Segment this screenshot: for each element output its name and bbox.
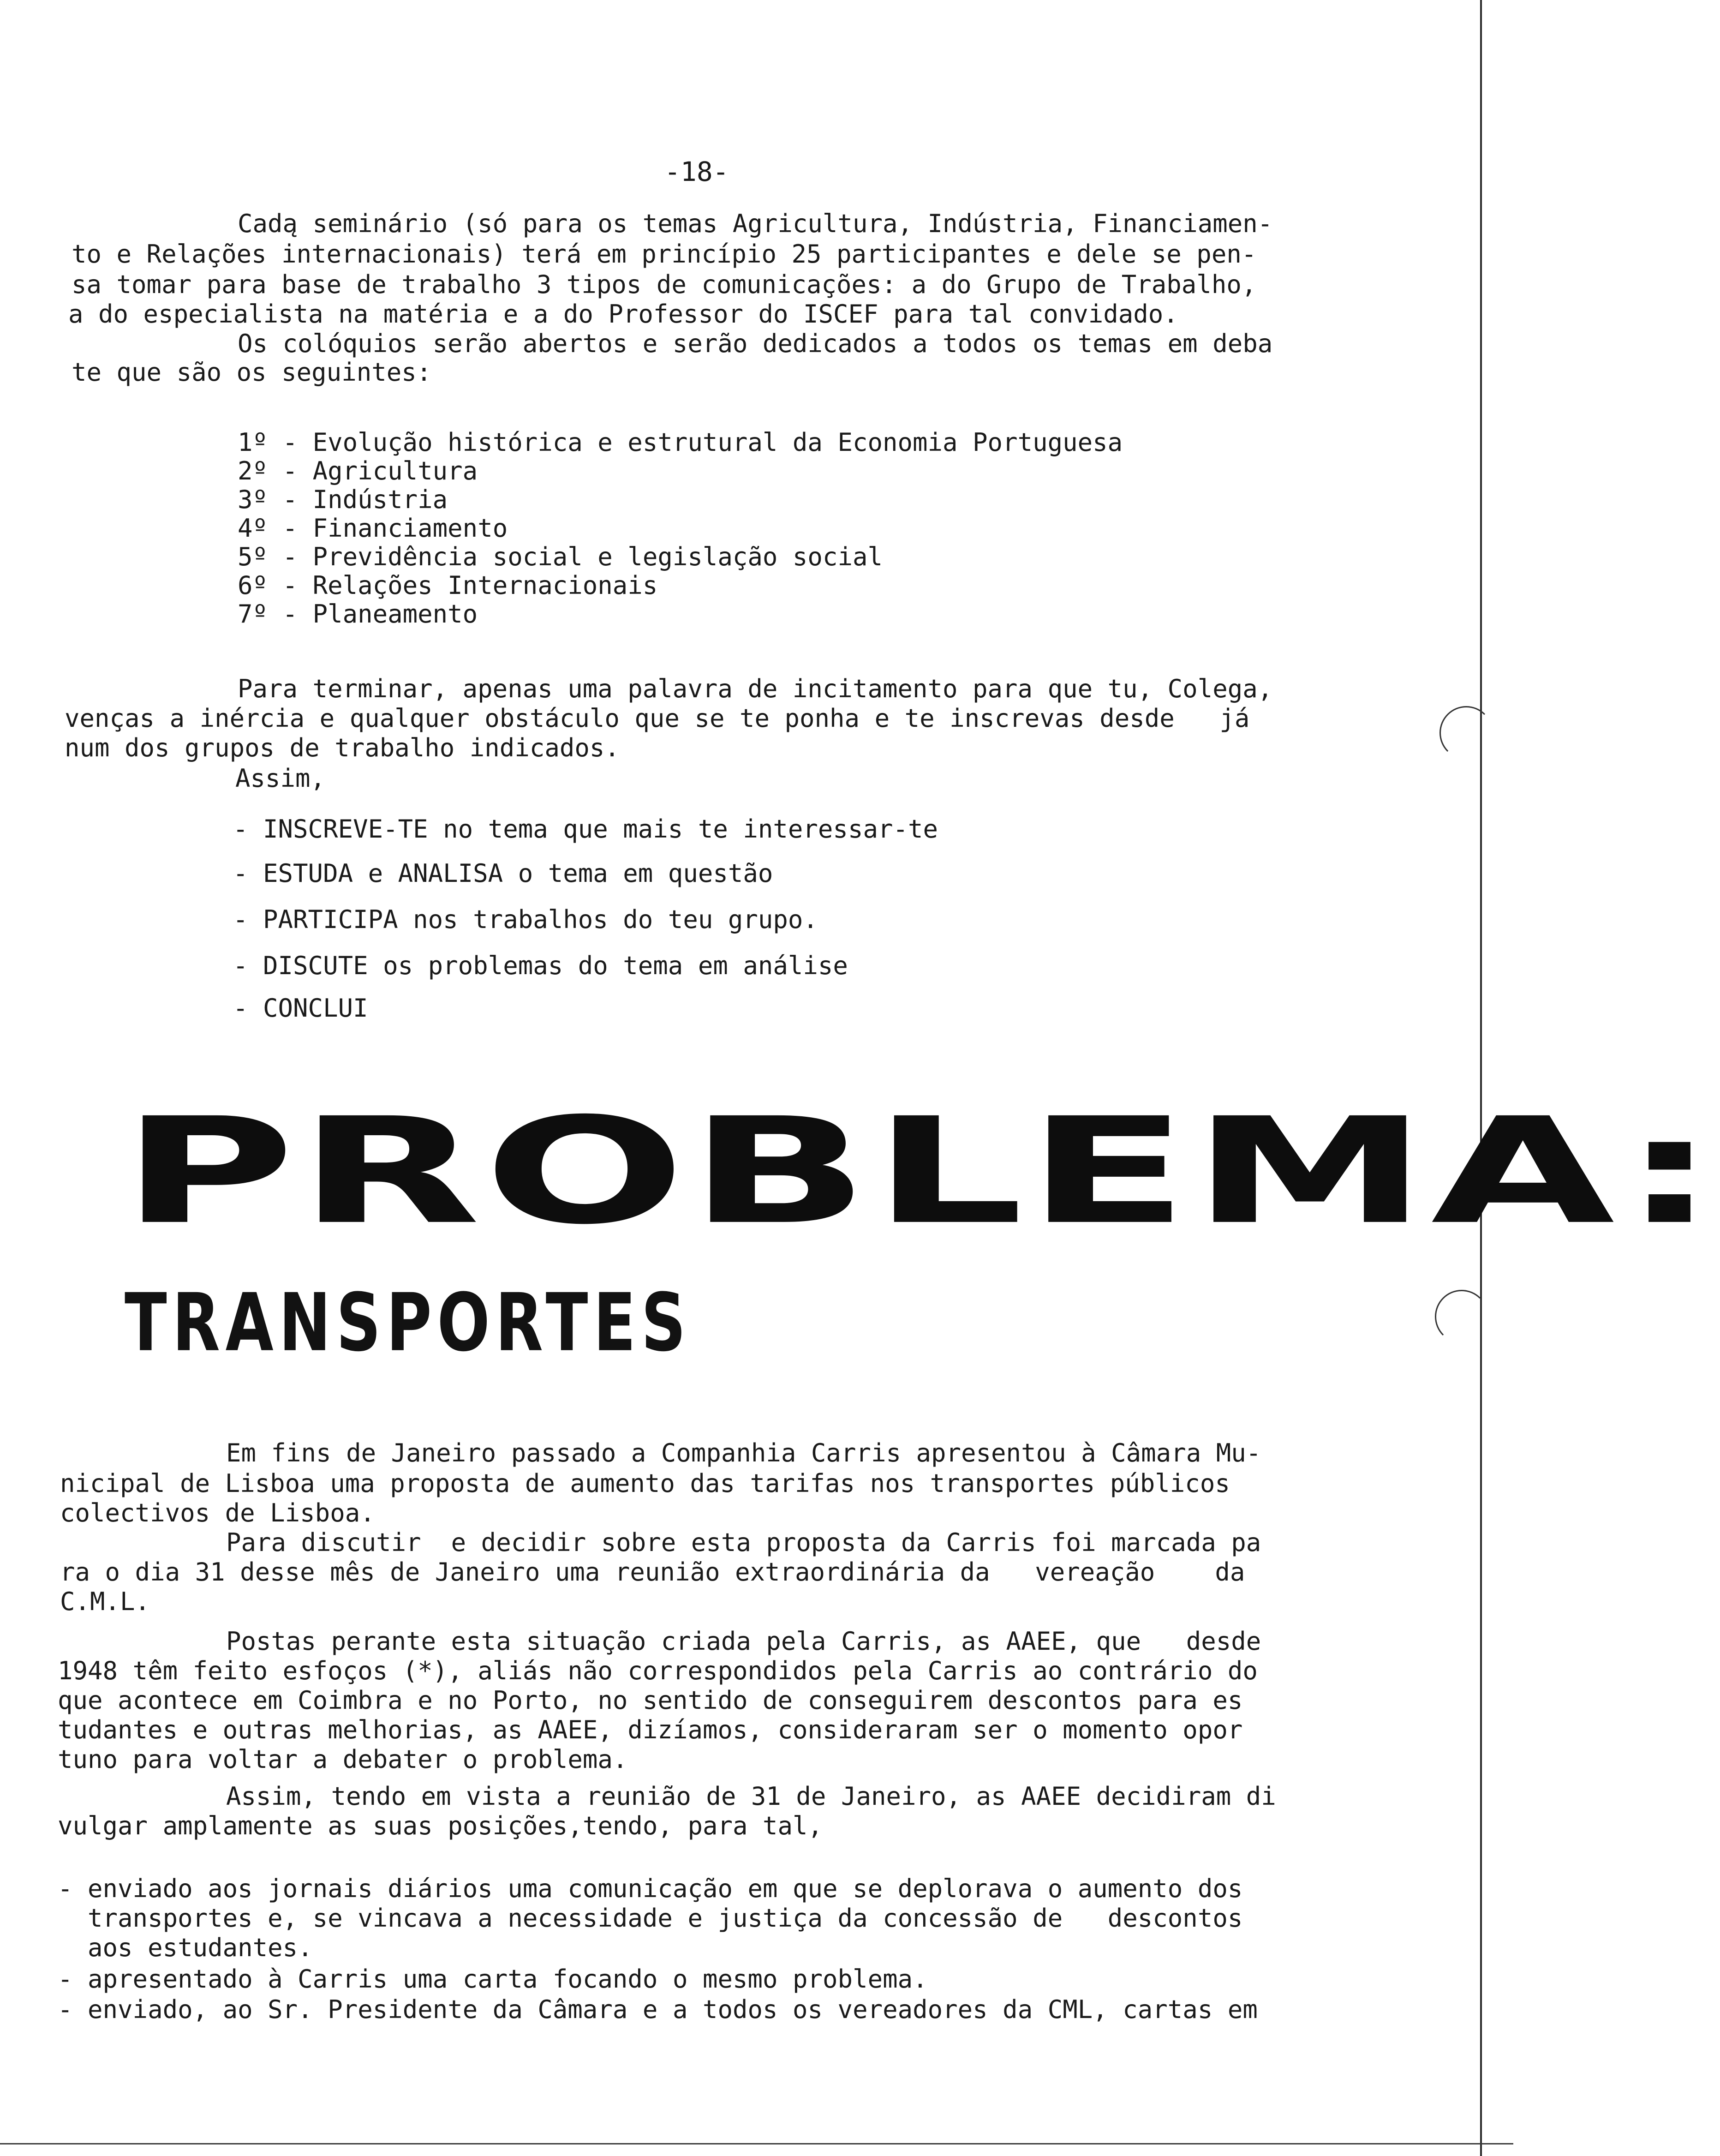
list-label: Relações Internacionais	[312, 571, 658, 600]
article-line: Em fins de Janeiro passado a Companhia Carris apresentou à Câmara Mu-	[226, 1438, 1261, 1467]
subheadline: TRANSPORTES	[125, 1276, 692, 1369]
list-number: 2º	[238, 456, 268, 485]
article-line: C.M.L.	[60, 1587, 150, 1616]
action-bullet: transportes e, se vincava a necessidade e justiça da concessão de descontos	[58, 1904, 1243, 1933]
closing-line: num dos grupos de trabalho indicados.	[65, 733, 620, 762]
article-line: que acontece em Coimbra e no Porto, no sentido de conseguirem descontos para es	[58, 1686, 1243, 1715]
closing-line: venças a inércia e qualquer obstáculo que se te ponha e te inscrevas desde já	[65, 704, 1250, 733]
article-line: tuno para voltar a debater o problema.	[58, 1745, 628, 1774]
list-number: 5º	[238, 542, 268, 571]
list-item: 6º - Relações Internacionais	[238, 571, 658, 600]
list-number: 7º	[238, 599, 268, 629]
article-line: 1948 têm feito esfoços (*), aliás não correspondidos pela Carris ao contrário do	[58, 1656, 1258, 1685]
intro-line: Cadą seminário (só para os temas Agricultura, Indústria, Financiamen-	[238, 209, 1273, 238]
article-line: ra o dia 31 desse mês de Janeiro uma reunião extraordinária da vereação da	[60, 1557, 1245, 1587]
call-to-action: - CONCLUI	[233, 994, 368, 1023]
list-number: 4º	[238, 514, 268, 543]
list-label: Previdência social e legislação social	[312, 542, 883, 571]
call-to-action: - INSCREVE-TE no tema que mais te interessar-te	[233, 814, 938, 844]
call-to-action: - DISCUTE os problemas do tema em análise	[233, 951, 848, 980]
list-item: 7º - Planeamento	[238, 599, 478, 629]
article-line: Para discutir e decidir sobre esta proposta da Carris foi marcada pa	[226, 1528, 1261, 1557]
intro-line: sa tomar para base de trabalho 3 tipos de comunicações: a do Grupo de Trabalho,	[72, 270, 1257, 299]
list-label: Planeamento	[312, 599, 478, 629]
intro-line: Os colóquios serão abertos e serão dedicados a todos os temas em deba	[238, 329, 1273, 358]
article-line: tudantes e outras melhorias, as AAEE, dizíamos, consideraram ser o momento opor	[58, 1715, 1243, 1744]
list-item: 4º - Financiamento	[238, 514, 508, 543]
action-bullet: - enviado aos jornais diários uma comunicação em que se deplorava o aumento dos	[58, 1874, 1243, 1903]
headline: PROBLEMA:	[121, 1086, 1720, 1257]
article-line: vulgar amplamente as suas posições,tendo, para tal,	[58, 1811, 823, 1840]
page-number: -18-	[664, 156, 729, 187]
intro-line: te que são os seguintes:	[72, 358, 432, 387]
list-number: 1º	[238, 428, 268, 457]
article-line: nicipal de Lisboa uma proposta de aumento das tarifas nos transportes públicos	[60, 1469, 1230, 1498]
article-line: Assim, tendo em vista a reunião de 31 de Janeiro, as AAEE decidiram di	[226, 1782, 1276, 1811]
list-item: 3º - Indústria	[238, 485, 448, 514]
page-edge-right	[1480, 0, 1482, 2156]
list-label: Agricultura	[312, 456, 478, 485]
closing-line: Para terminar, apenas uma palavra de incitamento para que tu, Colega,	[238, 674, 1273, 703]
action-bullet: - enviado, ao Sr. Presidente da Câmara e a todos os vereadores da CML, cartas em	[58, 1995, 1258, 2024]
action-bullet: aos estudantes.	[58, 1933, 313, 1962]
call-to-action: - PARTICIPA nos trabalhos do teu grupo.	[233, 905, 818, 934]
list-item: 5º - Previdência social e legislação social	[238, 542, 883, 571]
closing-line: Assim,	[235, 764, 326, 793]
list-item: 2º - Agricultura	[238, 456, 478, 485]
punch-hole-mark	[1435, 1290, 1488, 1343]
article-line: colectivos de Lisboa.	[60, 1498, 375, 1527]
list-label: Financiamento	[312, 514, 508, 543]
list-number: 3º	[238, 485, 268, 514]
article-line: Postas perante esta situação criada pela Carris, as AAEE, que desde	[226, 1627, 1261, 1656]
list-number: 6º	[238, 571, 268, 600]
list-item: 1º - Evolução histórica e estrutural da Economia Portuguesa	[238, 428, 1123, 457]
list-label: Indústria	[312, 485, 448, 514]
page-edge-bottom	[0, 2143, 1513, 2144]
call-to-action: - ESTUDA e ANALISA o tema em questão	[233, 859, 773, 888]
punch-hole-mark	[1439, 706, 1493, 760]
action-bullet: - apresentado à Carris uma carta focando o mesmo problema.	[58, 1964, 928, 1994]
intro-line: to e Relações internacionais) terá em princípio 25 participantes e dele se pen-	[72, 240, 1257, 269]
list-label: Evolução histórica e estrutural da Economia Portuguesa	[312, 428, 1123, 457]
intro-line: a do especialista na matéria e a do Professor do ISCEF para tal convidado.	[68, 299, 1178, 329]
